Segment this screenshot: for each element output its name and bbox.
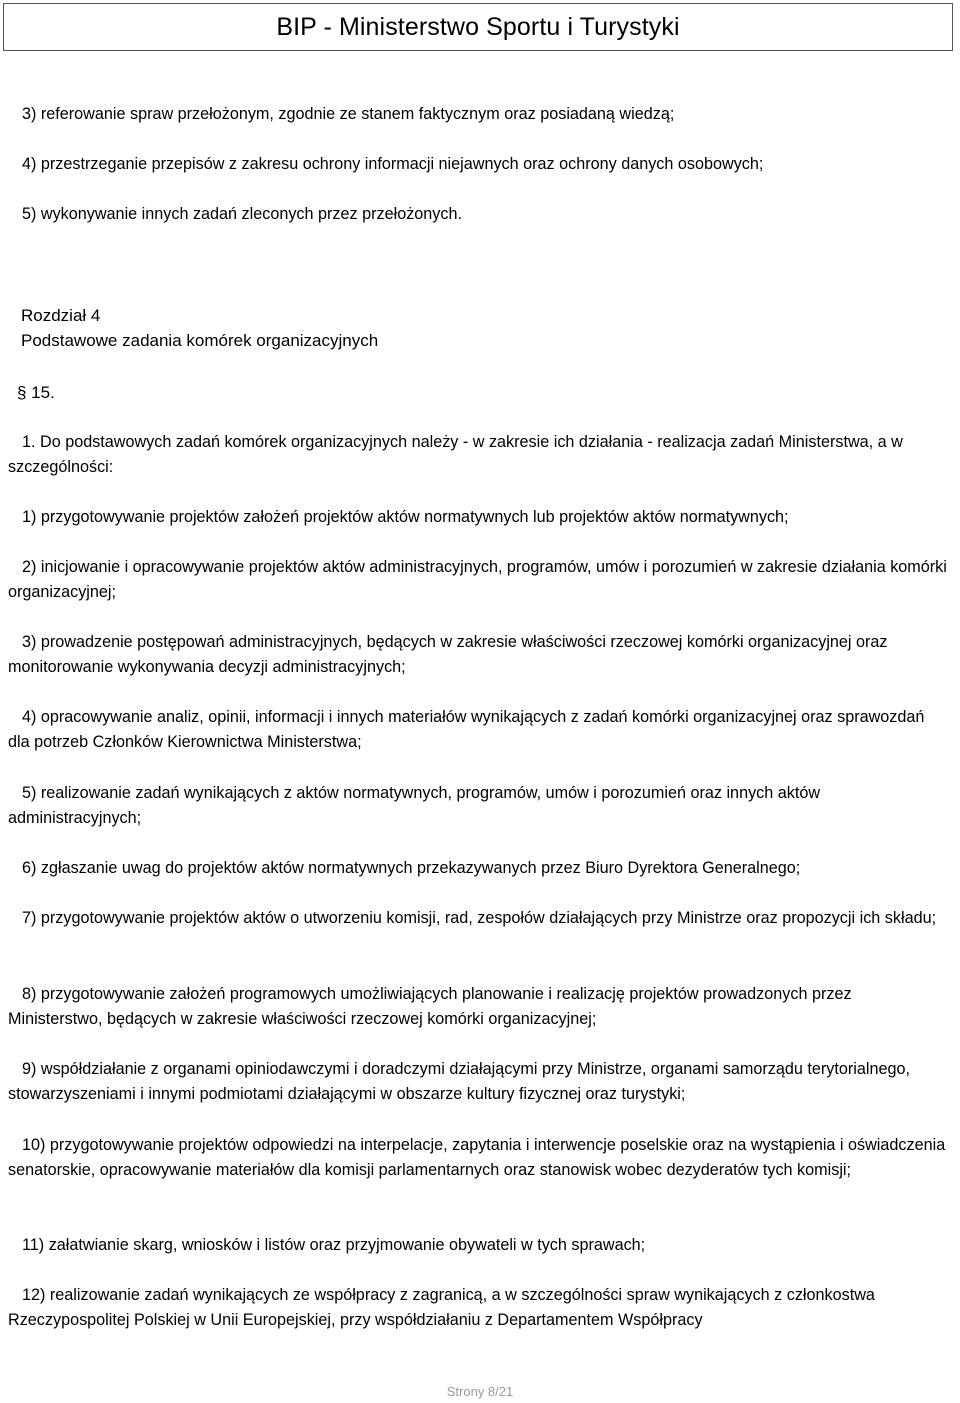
list-item: 1) przygotowywanie projektów założeń projektów aktów normatywnych lub projektów aktów normatywnych; — [22, 508, 789, 526]
chapter-number: Rozdział 4 — [21, 306, 101, 325]
list-item: 5) wykonywanie innych zadań zleconych przez przełożonych. — [22, 205, 462, 223]
page-number: Strony 8/21 — [446, 1384, 514, 1399]
list-item: 3) referowanie spraw przełożonym, zgodnie ze stanem faktycznym oraz posiadaną wiedzą; — [22, 105, 675, 123]
section-number: § 15. — [17, 383, 55, 402]
list-item: 4) opracowywanie analiz, opinii, informacji i innych materiałów wynikających z zadań komórki organizacyjnej oraz sprawozdań dla potrzeb Członków Kierownictwa Ministerstwa; — [8, 708, 925, 751]
chapter-title: Podstawowe zadania komórek organizacyjnych — [21, 331, 379, 350]
paragraph-intro: 1. Do podstawowych zadań komórek organizacyjnych należy - w zakresie ich działania - realizacja zadań Ministerstwa, a w szczególności: — [8, 433, 903, 476]
list-item: 8) przygotowywanie założeń programowych umożliwiających planowanie i realizację projektów prowadzonych przez Ministerstwo, będących w zakresie właściwości rzeczowej komórki organizacyjnej; — [8, 985, 852, 1028]
list-item: 10) przygotowywanie projektów odpowiedzi na interpelacje, zapytania i interwencje poselskie oraz na wystąpienia i oświadczenia senatorskie, opracowywanie materiałów dla komisji parlamentarnych oraz stanowisk wobec dezyderatów tych komisji; — [8, 1136, 946, 1179]
list-item: 5) realizowanie zadań wynikających z aktów normatywnych, programów, umów i porozumień oraz innych aktów administracyjnych; — [8, 784, 821, 827]
list-item: 6) zgłaszanie uwag do projektów aktów normatywnych przekazywanych przez Biuro Dyrektora Generalnego; — [22, 859, 801, 877]
page-header — [3, 3, 953, 51]
list-item: 2) inicjowanie i opracowywanie projektów aktów administracyjnych, programów, umów i porozumień w zakresie działania komórki organizacyjnej; — [8, 558, 947, 601]
list-item: 3) prowadzenie postępowań administracyjnych, będących w zakresie właściwości rzeczowej komórki organizacyjnej oraz monitorowanie wykonywania decyzji administracyjnych; — [8, 633, 888, 676]
list-item: 12) realizowanie zadań wynikających ze współpracy z zagranicą, a w szczególności spraw wynikających z członkostwa Rzeczypospolitej Polskiej w Unii Europejskiej, przy współdziałaniu z Departamentem Współpracy — [8, 1286, 875, 1329]
list-item: 11) załatwianie skarg, wniosków i listów oraz przyjmowanie obywateli w tych sprawach; — [22, 1236, 646, 1254]
list-item: 4) przestrzeganie przepisów z zakresu ochrony informacji niejawnych oraz ochrony danych osobowych; — [22, 155, 764, 173]
page-title: BIP - Ministerstwo Sportu i Turystyki — [276, 12, 680, 41]
list-item: 7) przygotowywanie projektów aktów o utworzeniu komisji, rad, zespołów działających przy Ministrze oraz propozycji ich składu; — [22, 909, 937, 927]
list-item: 9) współdziałanie z organami opiniodawczymi i doradczymi działającymi przy Ministrze, organami samorządu terytorialnego, stowarzyszeniami i innymi podmiotami działającymi w obszarze kultury fizycznej oraz turystyki; — [8, 1060, 910, 1103]
